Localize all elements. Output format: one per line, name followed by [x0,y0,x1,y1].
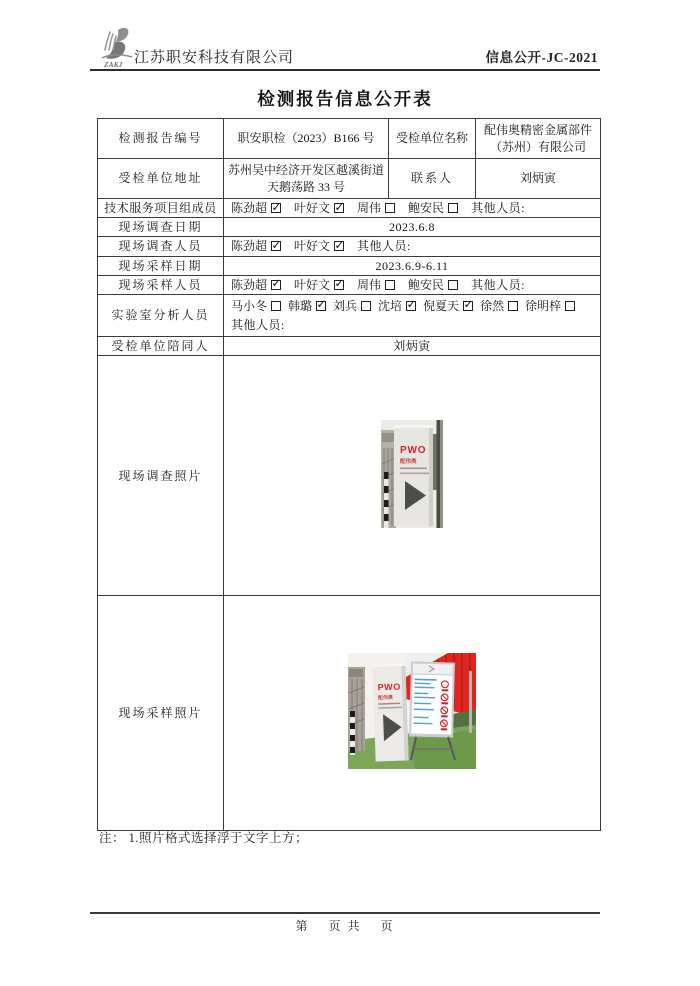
person-option [231,200,281,216]
survey-date-value: 2023.6.8 [224,218,601,237]
sampling-date-label: 现场采样日期 [98,256,224,275]
person-name: 徐明梓 [525,298,562,313]
checkbox-checked-icon [334,241,344,251]
person-name: 鲍安民 [408,277,445,292]
row-lab-staff [98,294,601,336]
checkbox-checked-icon [334,203,344,213]
sign-brand-text: PWO [400,444,427,456]
checkbox-checked-icon [271,241,281,251]
survey-date-label: 现场调查日期 [98,218,224,237]
lab-staff-value [224,294,601,336]
other-person-label: 其他人员: [471,201,525,215]
contact-value: 刘炳寅 [476,159,601,199]
survey-photo-label: 现场调查照片 [98,356,224,596]
checkbox-unchecked-icon [508,301,518,311]
person-name: 韩璐 [288,298,313,313]
org-name-label: 受检单位名称 [389,119,476,159]
person-name: 叶好文 [294,277,331,292]
checkbox-unchecked-icon [361,301,371,311]
person-option [333,298,371,314]
lab-staff-label: 实验室分析人员 [98,294,224,336]
person-name: 周伟 [357,201,382,215]
row-sampling-photo [98,596,601,831]
checkbox-unchecked-icon [448,280,458,290]
person-name: 鲍安民 [408,201,445,215]
footnote: 注： 1.照片格式选择浮于文字上方； [99,831,309,845]
sampling-photo-label: 现场采样照片 [98,596,224,831]
team-checkgroup [231,200,596,216]
survey-staff-checkgroup [231,238,596,254]
sampling-photo [348,653,476,769]
checkbox-checked-icon [406,301,416,311]
person-option [408,200,458,216]
row-org-address [98,159,601,199]
person-option [231,298,281,314]
row-sampling-date [98,256,601,275]
person-option [480,298,518,314]
checkbox-checked-icon [463,301,473,311]
person-name: 陈劲超 [231,277,268,292]
checkbox-unchecked-icon [385,280,395,290]
person-name: 倪夏天 [423,298,460,313]
lab-staff-checkgroup [231,298,596,333]
checkbox-unchecked-icon [385,203,395,213]
document-header [90,22,600,70]
sampling-staff-value [224,275,601,294]
survey-photo-cell [224,356,601,596]
person-option [357,277,395,293]
person-name: 陈劲超 [231,239,268,254]
logo-caption: ZAKJ [104,60,123,69]
row-sampling-staff [98,275,601,294]
row-escort [98,336,601,355]
report-no-value: 职安职检（2023）B166 号 [224,119,389,159]
survey-photo [381,420,443,528]
person-name: 叶好文 [294,239,331,254]
sign2-brand-text: PWO [377,681,402,693]
person-name: 叶好文 [294,201,331,215]
contact-label: 联系人 [389,159,476,199]
person-name: 刘兵 [333,298,358,313]
other-person-label: 其他人员: [471,277,525,292]
document-code: 信息公开-JC-2021 [485,50,598,65]
report-no-label: 检测报告编号 [98,119,224,159]
person-option [423,298,473,314]
survey-staff-label: 现场调查人员 [98,237,224,256]
checkbox-checked-icon [316,301,326,311]
notice-board [409,661,455,737]
team-value [224,199,601,218]
disclosure-form-table [97,118,601,831]
row-survey-date [98,218,601,237]
checkbox-unchecked-icon [448,203,458,213]
person-name: 徐然 [480,298,505,313]
person-option [357,200,395,216]
person-name: 陈劲超 [231,201,268,215]
person-option [231,277,281,293]
other-person-label: 其他人员: [357,239,411,254]
checkbox-unchecked-icon [271,301,281,311]
org-name-value: 配伟奥精密金属部件（苏州）有限公司 [476,119,601,159]
person-option [294,200,344,216]
org-addr-label: 受检单位地址 [98,159,224,199]
person-name: 马小冬 [231,298,268,313]
checkbox-checked-icon [271,280,281,290]
person-option [288,298,326,314]
sampling-photo-cell [224,596,601,831]
sampling-date-value: 2023.6.9-6.11 [224,256,601,275]
person-option [294,277,344,293]
org-addr-value: 苏州吴中经济开发区越溪街道天鹅荡路 33 号 [224,159,389,199]
sign2-brand-cn-text: 配伟奥 [377,695,394,702]
team-label: 技术服务项目组成员 [98,199,224,218]
company-name: 江苏职安科技有限公司 [134,50,295,66]
sampling-staff-label: 现场采样人员 [98,275,224,294]
row-team-members [98,199,601,218]
checkbox-unchecked-icon [565,301,575,311]
page-number-text: 第 页 共 页 [295,919,395,933]
person-option [378,298,416,314]
row-survey-staff [98,237,601,256]
header-divider [90,69,600,71]
page-title: 检测报告信息公开表 [257,89,433,109]
person-option [231,238,281,254]
checkbox-checked-icon [271,203,281,213]
sampling-staff-checkgroup [231,277,596,293]
other-person-label: 其他人员: [231,317,285,332]
person-option [525,298,575,314]
escort-label: 受检单位陪同人 [98,336,224,355]
sign-brand-cn-text: 配伟奥 [400,458,417,465]
row-report-number [98,119,601,159]
person-option [294,238,344,254]
footer-divider [90,912,600,914]
survey-staff-value [224,237,601,256]
person-option [408,277,458,293]
escort-value: 刘炳寅 [224,336,601,355]
row-survey-photo [98,356,601,596]
person-name: 周伟 [357,277,382,292]
person-name: 沈培 [378,298,403,313]
checkbox-checked-icon [334,280,344,290]
